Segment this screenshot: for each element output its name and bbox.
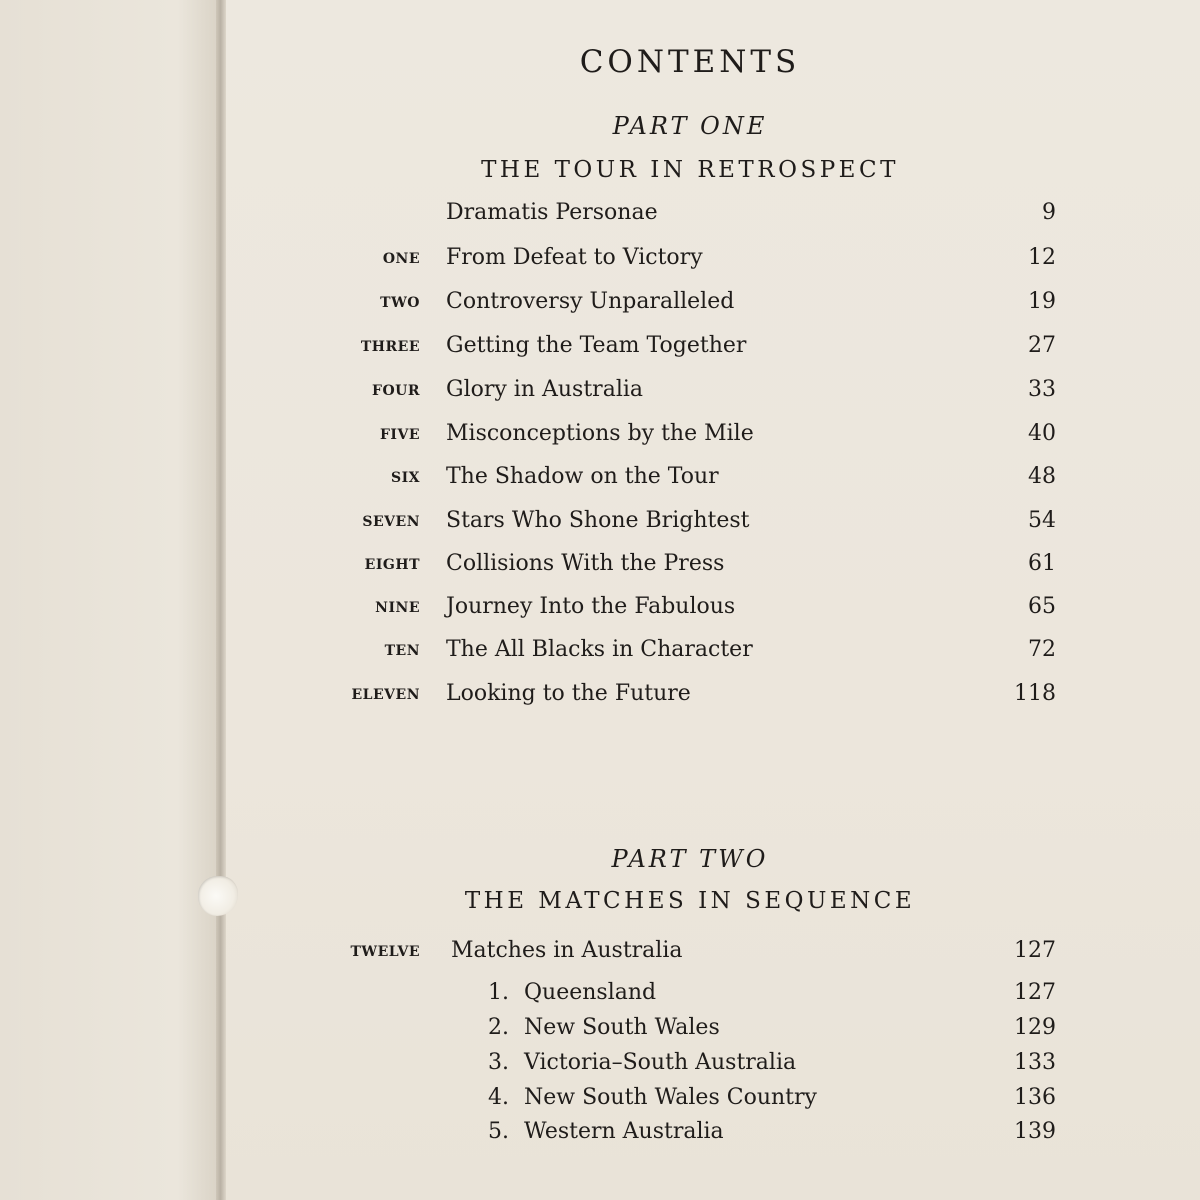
page-number: 12 xyxy=(1028,245,1056,270)
chapter-number: FOUR xyxy=(372,383,420,399)
toc-entry xyxy=(0,245,1200,275)
match-title: Victoria–South Australia xyxy=(524,1050,797,1075)
match-entry xyxy=(0,1119,1200,1149)
match-number: 5. xyxy=(488,1119,509,1144)
chapter-title: Dramatis Personae xyxy=(446,200,658,225)
page-number: 127 xyxy=(1014,938,1056,963)
match-number: 3. xyxy=(488,1050,509,1075)
chapter-title: From Defeat to Victory xyxy=(446,245,703,270)
chapter-title: Journey Into the Fabulous xyxy=(446,594,736,619)
chapter-number: ONE xyxy=(382,251,420,267)
part-two-label: PART TWO xyxy=(611,845,769,873)
toc-entry xyxy=(0,551,1200,581)
page-number: 118 xyxy=(1014,681,1056,706)
chapter-title: Glory in Australia xyxy=(446,377,644,402)
page-number: 133 xyxy=(1014,1050,1056,1075)
chapter-title: Looking to the Future xyxy=(446,681,691,706)
chapter-title: Controversy Unparalleled xyxy=(446,289,735,314)
toc-entry xyxy=(0,200,1200,230)
match-entry xyxy=(0,1085,1200,1115)
match-entry xyxy=(0,1050,1200,1080)
toc-entry xyxy=(0,594,1200,624)
match-entry xyxy=(0,1015,1200,1045)
match-title: New South Wales Country xyxy=(524,1085,817,1110)
match-number: 2. xyxy=(488,1015,509,1040)
chapter-number: THREE xyxy=(360,339,420,355)
chapter-number: SEVEN xyxy=(362,514,420,530)
page-number: 19 xyxy=(1028,289,1056,314)
toc-entry xyxy=(0,377,1200,407)
chapter-title: Misconceptions by the Mile xyxy=(446,421,754,446)
contents-title: CONTENTS xyxy=(579,44,801,80)
page-number: 139 xyxy=(1014,1119,1056,1144)
chapter-title: Getting the Team Together xyxy=(446,333,747,358)
part-two-subtitle: THE MATCHES IN SEQUENCE xyxy=(464,888,916,914)
part-one-subtitle: THE TOUR IN RETROSPECT xyxy=(481,157,899,183)
match-number: 1. xyxy=(488,980,509,1005)
page-number: 65 xyxy=(1028,594,1056,619)
toc-entry xyxy=(0,289,1200,319)
toc-entry xyxy=(0,938,1200,968)
toc-entry xyxy=(0,464,1200,494)
chapter-title: Stars Who Shone Brightest xyxy=(446,508,750,533)
toc-entry xyxy=(0,681,1200,711)
page-number: 54 xyxy=(1028,508,1056,533)
chapter-number: SIX xyxy=(390,470,420,486)
page-number: 27 xyxy=(1028,333,1056,358)
page-number: 9 xyxy=(1042,200,1056,225)
chapter-number: NINE xyxy=(375,600,420,616)
toc-entry xyxy=(0,333,1200,363)
chapter-number: TWELVE xyxy=(350,944,420,960)
page-number: 61 xyxy=(1028,551,1056,576)
page-number: 40 xyxy=(1028,421,1056,446)
toc-entry xyxy=(0,637,1200,667)
match-title: Queensland xyxy=(524,980,657,1005)
match-entry xyxy=(0,980,1200,1010)
toc-entry xyxy=(0,421,1200,451)
page-number: 33 xyxy=(1028,377,1056,402)
page-number: 136 xyxy=(1014,1085,1056,1110)
page-number: 129 xyxy=(1014,1015,1056,1040)
match-title: New South Wales xyxy=(524,1015,720,1040)
chapter-number: TEN xyxy=(384,643,420,659)
chapter-title: The Shadow on the Tour xyxy=(446,464,719,489)
chapter-number: ELEVEN xyxy=(351,687,420,703)
chapter-title: Matches in Australia xyxy=(451,938,683,963)
page-number: 48 xyxy=(1028,464,1056,489)
chapter-number: TWO xyxy=(380,295,420,311)
match-number: 4. xyxy=(488,1085,509,1110)
match-title: Western Australia xyxy=(524,1119,724,1144)
page-number: 127 xyxy=(1014,980,1056,1005)
chapter-title: Collisions With the Press xyxy=(446,551,725,576)
chapter-number: EIGHT xyxy=(364,557,420,573)
part-one-label: PART ONE xyxy=(612,112,768,140)
chapter-title: The All Blacks in Character xyxy=(446,637,753,662)
chapter-number: FIVE xyxy=(379,427,420,443)
toc-entry xyxy=(0,508,1200,538)
page-number: 72 xyxy=(1028,637,1056,662)
